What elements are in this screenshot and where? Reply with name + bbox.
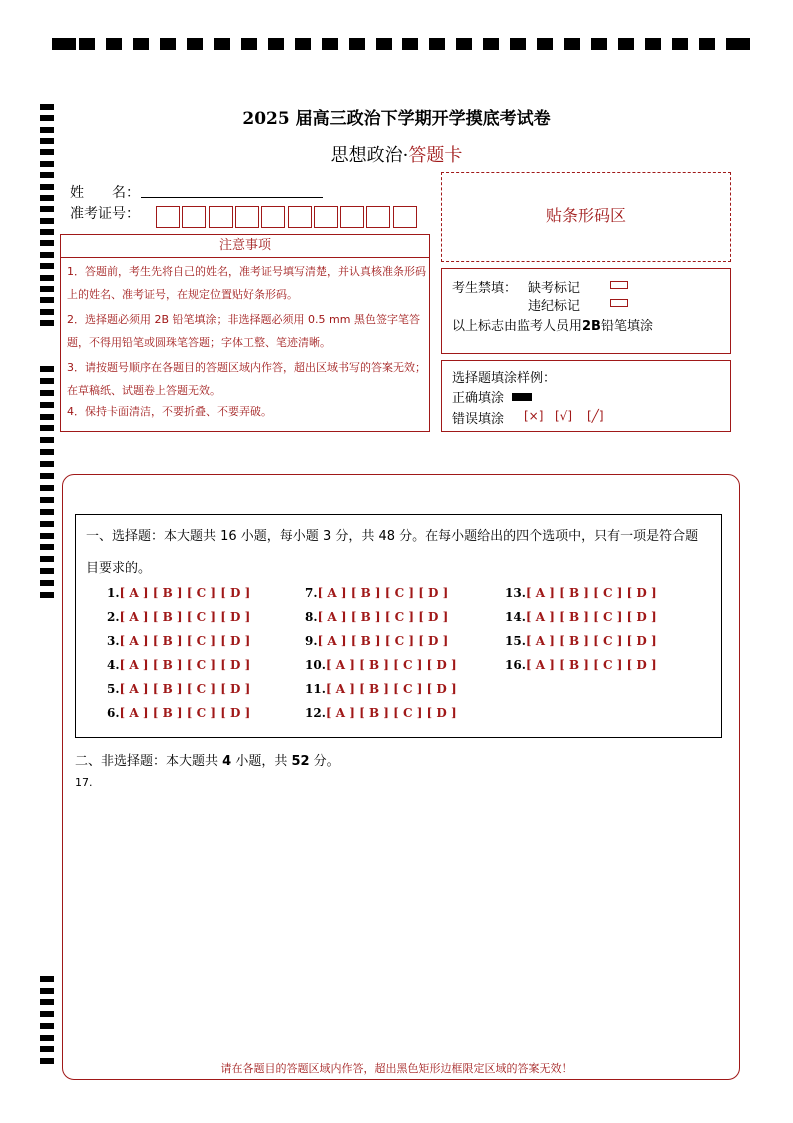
question-options[interactable]: [ A ] [ B ] [ C ] [ D ] xyxy=(119,634,251,648)
timing-mark xyxy=(429,38,445,50)
timing-mark xyxy=(564,38,580,50)
choice-question[interactable] xyxy=(305,682,457,696)
choice-question[interactable] xyxy=(305,634,448,648)
question-options[interactable]: [ A ] [ B ] [ C ] [ D ] xyxy=(525,634,657,648)
question-options[interactable]: [ A ] [ B ] [ C ] [ D ] xyxy=(325,706,457,720)
side-timing-mark xyxy=(40,1046,54,1052)
essay-intro-mid: 小题，共 xyxy=(231,754,292,769)
side-timing-mark xyxy=(40,999,54,1005)
essay-intro-num1: 4 xyxy=(222,754,232,769)
timing-mark xyxy=(402,38,418,50)
choice-question[interactable] xyxy=(305,610,448,624)
timing-mark xyxy=(672,38,688,50)
side-timing-mark xyxy=(40,556,54,562)
side-timing-mark xyxy=(40,378,54,384)
side-timing-mark xyxy=(40,976,54,982)
top-timing-marks xyxy=(52,38,750,50)
exam-id-digit-box[interactable] xyxy=(261,206,285,228)
side-timing-mark xyxy=(40,263,54,269)
left-timing-marks-upper xyxy=(40,104,54,326)
essay-intro-suffix: 分。 xyxy=(309,754,340,769)
violation-mark-label: 违纪标记 xyxy=(528,299,581,314)
timing-mark xyxy=(510,38,526,50)
subtitle-answer-card: 答题卡 xyxy=(408,145,463,166)
side-timing-mark xyxy=(40,275,54,281)
choice-question[interactable] xyxy=(305,706,457,720)
side-timing-mark xyxy=(40,184,54,190)
timing-mark xyxy=(537,38,553,50)
notice-item-3: 3．请按题号顺序在各题目的答题区域内作答，超出区域书写的答案无效；在草稿纸、试题卷上答题无效。 xyxy=(67,361,426,397)
violation-mark-box[interactable] xyxy=(610,299,628,307)
timing-mark xyxy=(726,38,750,50)
notice-box xyxy=(60,258,430,432)
question-options[interactable]: [ A ] [ B ] [ C ] [ D ] xyxy=(525,658,657,672)
side-timing-mark xyxy=(40,172,54,178)
left-timing-marks-lower xyxy=(40,976,54,1064)
question-options[interactable]: [ A ] [ B ] [ C ] [ D ] xyxy=(325,682,457,696)
timing-mark xyxy=(456,38,472,50)
exam-id-digit-box[interactable] xyxy=(156,206,180,228)
exam-id-digit-box[interactable] xyxy=(288,206,312,228)
question-options[interactable]: [ A ] [ B ] [ C ] [ D ] xyxy=(317,634,449,648)
side-timing-mark xyxy=(40,297,54,303)
side-timing-mark xyxy=(40,521,54,527)
choice-question[interactable] xyxy=(305,586,448,600)
absent-mark-label: 缺考标记 xyxy=(528,281,581,296)
prohibit-note xyxy=(452,315,653,334)
question-number: 16. xyxy=(505,658,526,672)
essay-intro-num2: 52 xyxy=(291,754,310,769)
notice-item-4: 4．保持卡面清洁，不要折叠、不要弄破。 xyxy=(67,405,272,418)
timing-mark xyxy=(106,38,122,50)
question-number: 11. xyxy=(305,682,326,696)
question-number: 5. xyxy=(107,682,120,696)
side-timing-mark xyxy=(40,1035,54,1041)
timing-mark xyxy=(483,38,499,50)
side-timing-mark xyxy=(40,286,54,292)
side-timing-mark xyxy=(40,206,54,212)
question-number: 8. xyxy=(305,610,318,624)
side-timing-mark xyxy=(40,509,54,515)
choice-question[interactable] xyxy=(107,610,250,624)
choice-question[interactable] xyxy=(107,706,250,720)
timing-mark xyxy=(79,38,95,50)
correct-fill-label: 正确填涂 xyxy=(452,391,505,406)
wrong-mark-slash: [╱] xyxy=(587,409,604,423)
side-timing-mark xyxy=(40,425,54,431)
timing-mark xyxy=(349,38,365,50)
side-timing-mark xyxy=(40,473,54,479)
question-options[interactable]: [ A ] [ B ] [ C ] [ D ] xyxy=(119,610,251,624)
footer-warning: 请在各题目的答题区域内作答，超出黑色矩形边框限定区域的答案无效！ xyxy=(220,1062,573,1075)
timing-mark xyxy=(295,38,311,50)
exam-id-digit-box[interactable] xyxy=(182,206,206,228)
absent-mark-box[interactable] xyxy=(610,281,628,289)
question-options[interactable]: [ A ] [ B ] [ C ] [ D ] xyxy=(119,658,251,672)
question-number: 13. xyxy=(505,586,526,600)
side-timing-mark xyxy=(40,252,54,258)
timing-mark xyxy=(241,38,257,50)
choice-section-box xyxy=(75,514,722,738)
essay-section-intro xyxy=(75,750,340,769)
timing-mark xyxy=(187,38,203,50)
prohibit-label: 考生禁填： xyxy=(452,281,518,296)
correct-fill-sample xyxy=(512,393,532,401)
timing-mark xyxy=(133,38,149,50)
subtitle-prefix: 思想政治· xyxy=(330,145,409,166)
question-options[interactable]: [ A ] [ B ] [ C ] [ D ] xyxy=(525,586,657,600)
question-number: 15. xyxy=(505,634,526,648)
question-number: 7. xyxy=(305,586,318,600)
side-timing-mark xyxy=(40,437,54,443)
choice-question[interactable] xyxy=(505,586,657,600)
timing-mark xyxy=(645,38,661,50)
exam-title: 2025 届高三政治下学期开学摸底考试卷 xyxy=(242,109,551,129)
side-timing-mark xyxy=(40,544,54,550)
notice-item-2: 2．选择题必须用 2B 铅笔填涂；非选择题必须用 0.5 mm 黑色签字笔答题，不得用铅笔或圆珠笔答题；字体工整、笔迹清晰。 xyxy=(67,313,420,349)
exam-id-digit-box[interactable] xyxy=(393,206,417,228)
question-number: 10. xyxy=(305,658,326,672)
wrong-mark-check: [√] xyxy=(555,409,573,423)
choice-section-intro: 一、选择题：本大题共 16 小题，每小题 3 分，共 48 分。在每小题给出的四个选项中，只有一项是符合题目要求的。 xyxy=(86,529,699,576)
side-timing-mark xyxy=(40,309,54,315)
timing-mark xyxy=(268,38,284,50)
prohibit-note-bold: 2B xyxy=(582,319,601,334)
timing-mark xyxy=(376,38,392,50)
timing-mark xyxy=(52,38,76,50)
side-timing-mark xyxy=(40,568,54,574)
choice-question[interactable] xyxy=(505,610,657,624)
choice-question[interactable] xyxy=(505,658,657,672)
barcode-area xyxy=(441,172,731,262)
side-timing-mark xyxy=(40,1023,54,1029)
prohibit-box xyxy=(441,268,731,354)
timing-mark xyxy=(322,38,338,50)
wrong-mark-x: [×] xyxy=(524,409,544,423)
question-number: 9. xyxy=(305,634,318,648)
timing-mark xyxy=(591,38,607,50)
side-timing-mark xyxy=(40,461,54,467)
prohibit-note-prefix: 以上标志由监考人员用 xyxy=(452,319,583,334)
question-number: 14. xyxy=(505,610,526,624)
question-options[interactable]: [ A ] [ B ] [ C ] [ D ] xyxy=(525,610,657,624)
exam-id-digit-box[interactable] xyxy=(340,206,364,228)
side-timing-mark xyxy=(40,240,54,246)
question-number: 4. xyxy=(107,658,120,672)
choice-question[interactable] xyxy=(107,682,250,696)
question-17-answer-space[interactable] xyxy=(75,795,725,1045)
exam-id-digit-box[interactable] xyxy=(366,206,390,228)
side-timing-mark xyxy=(40,1011,54,1017)
question-number: 3. xyxy=(107,634,120,648)
side-timing-mark xyxy=(40,402,54,408)
side-timing-mark xyxy=(40,988,54,994)
timing-mark xyxy=(618,38,634,50)
left-timing-marks-middle xyxy=(40,366,54,598)
side-timing-mark xyxy=(40,320,54,326)
choice-question[interactable] xyxy=(107,586,250,600)
question-options[interactable]: [ A ] [ B ] [ C ] [ D ] xyxy=(119,682,251,696)
question-options[interactable]: [ A ] [ B ] [ C ] [ D ] xyxy=(317,610,449,624)
timing-mark xyxy=(214,38,230,50)
side-timing-mark xyxy=(40,485,54,491)
timing-mark xyxy=(160,38,176,50)
side-timing-mark xyxy=(40,449,54,455)
card-subtitle xyxy=(0,141,793,167)
side-timing-mark xyxy=(40,218,54,224)
side-timing-mark xyxy=(40,366,54,372)
exam-id-digit-box[interactable] xyxy=(314,206,338,228)
timing-mark xyxy=(699,38,715,50)
question-options[interactable]: [ A ] [ B ] [ C ] [ D ] xyxy=(119,586,251,600)
question-number: 1. xyxy=(107,586,120,600)
name-input-line[interactable] xyxy=(141,197,323,198)
question-number: 2. xyxy=(107,610,120,624)
question-number: 6. xyxy=(107,706,120,720)
choice-question[interactable] xyxy=(107,634,250,648)
notice-title: 注意事项 xyxy=(60,234,430,258)
choice-question[interactable] xyxy=(107,658,250,672)
exam-id-digit-box[interactable] xyxy=(235,206,259,228)
side-timing-mark xyxy=(40,533,54,539)
question-options[interactable]: [ A ] [ B ] [ C ] [ D ] xyxy=(119,706,251,720)
choice-question[interactable] xyxy=(505,634,657,648)
side-timing-mark xyxy=(40,390,54,396)
choice-question[interactable] xyxy=(305,658,457,672)
notice-item-1: 1．答题前，考生先将自己的姓名，准考证号填写清楚，并认真核准条形码上的姓名、准考证号，在规定位置贴好条形码。 xyxy=(67,265,426,301)
question-options[interactable]: [ A ] [ B ] [ C ] [ D ] xyxy=(325,658,457,672)
question-number: 12. xyxy=(305,706,326,720)
side-timing-mark xyxy=(40,414,54,420)
exam-id-label: 准考证号： xyxy=(70,206,140,222)
essay-intro-prefix: 二、非选择题：本大题共 xyxy=(75,754,223,769)
prohibit-note-suffix: 铅笔填涂 xyxy=(600,319,653,334)
side-timing-mark xyxy=(40,592,54,598)
barcode-label: 贴条形码区 xyxy=(545,206,626,225)
side-timing-mark xyxy=(40,580,54,586)
sample-title: 选择题填涂样例： xyxy=(452,371,557,386)
question-options[interactable]: [ A ] [ B ] [ C ] [ D ] xyxy=(317,586,449,600)
exam-id-digit-box[interactable] xyxy=(209,206,233,228)
name-label: 姓 名： xyxy=(70,185,140,201)
side-timing-mark xyxy=(40,195,54,201)
question-17-label: 17. xyxy=(75,776,93,789)
fill-sample-box xyxy=(441,360,731,432)
side-timing-mark xyxy=(40,497,54,503)
wrong-fill-label: 错误填涂 xyxy=(452,412,505,427)
side-timing-mark xyxy=(40,229,54,235)
